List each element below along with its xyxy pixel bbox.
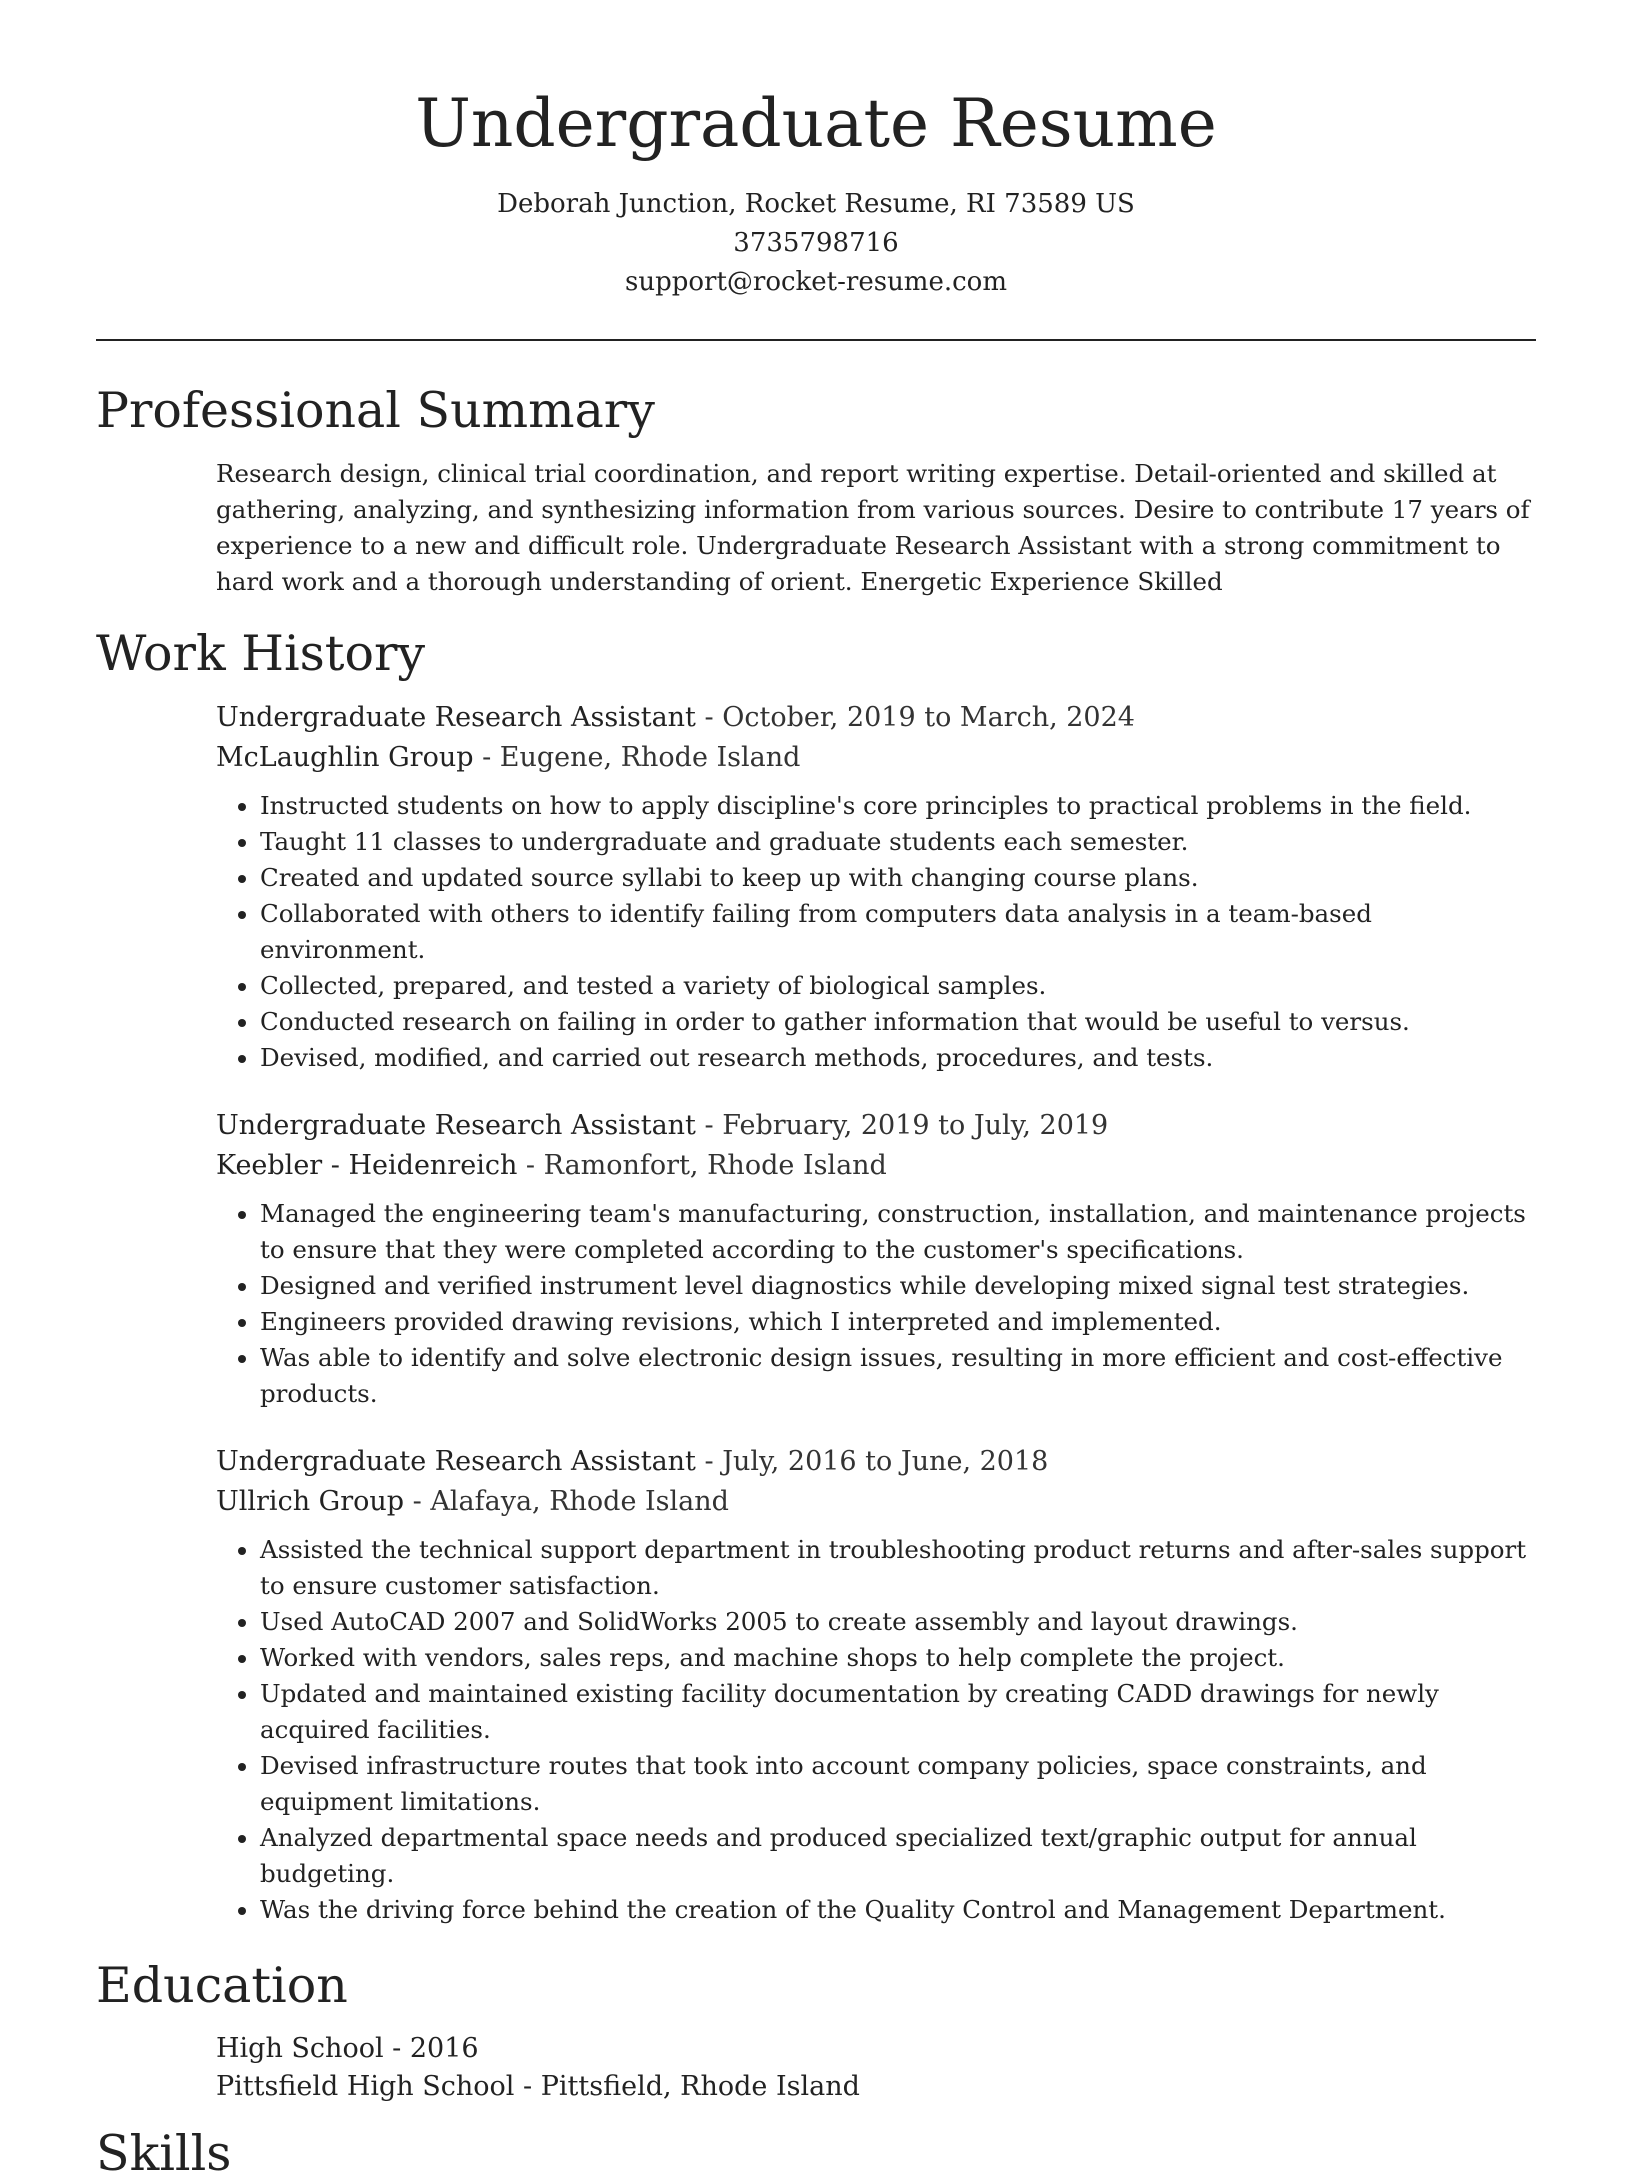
summary-body: [96, 456, 1536, 600]
job-bullet: • Was the driving force behind the creation of the Quality Control and Management Department.: [260, 1892, 1536, 1928]
education-school-line: [216, 2068, 1536, 2106]
job-company: Keebler - Heidenreich: [216, 1149, 518, 1181]
job-bullet: • Taught 11 classes to undergraduate and graduate students each semester.: [260, 824, 1536, 860]
skills-section: [96, 2126, 1536, 2182]
contact-email: support@rocket-resume.com: [624, 267, 1007, 298]
header-divider: [96, 339, 1536, 341]
education-year: - 2016: [383, 2033, 479, 2065]
education-degree-line: [216, 2030, 1536, 2068]
summary-section: [96, 383, 1536, 599]
job-company: McLaughlin Group: [216, 741, 474, 773]
resume-title: Undergraduate Resume: [415, 85, 1217, 162]
job-company: Ullrich Group: [216, 1485, 405, 1517]
job-bullet: • Devised, modified, and carried out research methods, procedures, and tests.: [260, 1040, 1536, 1076]
job-role: Undergraduate Research Assistant: [216, 1109, 696, 1141]
job-bullet: • Instructed students on how to apply discipline's core principles to practical problems in the field.: [260, 788, 1536, 824]
job-bullet: • Conducted research on failing in order to gather information that would be useful to versus.: [260, 1004, 1536, 1040]
education-section: [96, 1958, 1536, 2106]
education-body: [96, 2030, 1536, 2106]
job-employer-line: [216, 1482, 1536, 1522]
job-bullet: • Worked with vendors, sales reps, and machine shops to help complete the project.: [260, 1640, 1536, 1676]
job-entry: [216, 1442, 1536, 1928]
education-location: - Pittsfield, Rhode Island: [514, 2071, 860, 2103]
job-dates: - July, 2016 to June, 2018: [695, 1445, 1049, 1477]
job-bullets: [216, 788, 1536, 1076]
job-bullets: [216, 1532, 1536, 1928]
job-bullet: • Created and updated source syllabi to keep up with changing course plans.: [260, 860, 1536, 896]
work-history-section: [96, 626, 1536, 1928]
education-heading: Education: [96, 1956, 348, 2014]
job-employer-line: [216, 1146, 1536, 1186]
job-dates: - February, 2019 to July, 2019: [695, 1109, 1109, 1141]
job-bullet: • Collected, prepared, and tested a variety of biological samples.: [260, 968, 1536, 1004]
job-title-line: [216, 1442, 1536, 1482]
skills-heading: Skills: [96, 2125, 232, 2183]
job-bullet: • Designed and verified instrument level diagnostics while developing mixed signal test strategies.: [260, 1268, 1536, 1304]
job-bullet: • Analyzed departmental space needs and produced specialized text/graphic output for annual budgeting.: [260, 1820, 1536, 1892]
job-entry: [216, 1106, 1536, 1412]
job-bullet: • Was able to identify and solve electronic design issues, resulting in more efficient and cost-effective products.: [260, 1340, 1536, 1412]
job-bullet: • Devised infrastructure routes that took into account company policies, space constraints, and equipment limitations.: [260, 1748, 1536, 1820]
work-history-body: [96, 698, 1536, 1928]
job-bullet: • Updated and maintained existing facility documentation by creating CADD drawings for newly acquired facilities.: [260, 1676, 1536, 1748]
education-entry: [216, 2030, 1536, 2106]
job-role: Undergraduate Research Assistant: [216, 1445, 696, 1477]
job-bullet: • Collaborated with others to identify failing from computers data analysis in a team-based environment.: [260, 896, 1536, 968]
job-bullet: • Used AutoCAD 2007 and SolidWorks 2005 to create assembly and layout drawings.: [260, 1604, 1536, 1640]
job-title-line: [216, 698, 1536, 738]
resume-header: [96, 0, 1536, 302]
job-bullets: [216, 1196, 1536, 1412]
job-title-line: [216, 1106, 1536, 1146]
job-bullet: • Managed the engineering team's manufacturing, construction, installation, and maintenance projects to ensure that they were completed according to the customer's specifications.: [260, 1196, 1536, 1268]
job-entry: [216, 698, 1536, 1076]
job-employer-line: [216, 738, 1536, 778]
job-role: Undergraduate Research Assistant: [216, 701, 696, 733]
job-location: - Eugene, Rhode Island: [473, 741, 801, 773]
job-dates: - October, 2019 to March, 2024: [695, 701, 1135, 733]
contact-address: Deborah Junction, Rocket Resume, RI 73589 US: [497, 189, 1135, 220]
job-bullet: • Assisted the technical support department in troubleshooting product returns and after-sales support to ensure customer satisfaction.: [260, 1532, 1536, 1604]
work-history-heading: Work History: [96, 624, 426, 682]
job-bullet: • Engineers provided drawing revisions, which I interpreted and implemented.: [260, 1304, 1536, 1340]
education-degree: High School: [216, 2033, 384, 2065]
summary-text: Research design, clinical trial coordination, and report writing expertise. Detail-oriented and skilled at gathering, analyzing, and synthesizing information from various sources. Desire to contribute 17 years of experience to a new and difficult role. Undergraduate Research Assistant with a strong commitment to hard work and a thorough understanding of orient. Energetic Experience Skilled: [216, 458, 1530, 596]
job-location: - Alafaya, Rhode Island: [404, 1485, 729, 1517]
summary-heading: Professional Summary: [96, 382, 655, 440]
education-school: Pittsfield High School: [216, 2071, 515, 2103]
contact-phone: 3735798716: [733, 228, 899, 259]
job-location: - Ramonfort, Rhode Island: [517, 1149, 887, 1181]
